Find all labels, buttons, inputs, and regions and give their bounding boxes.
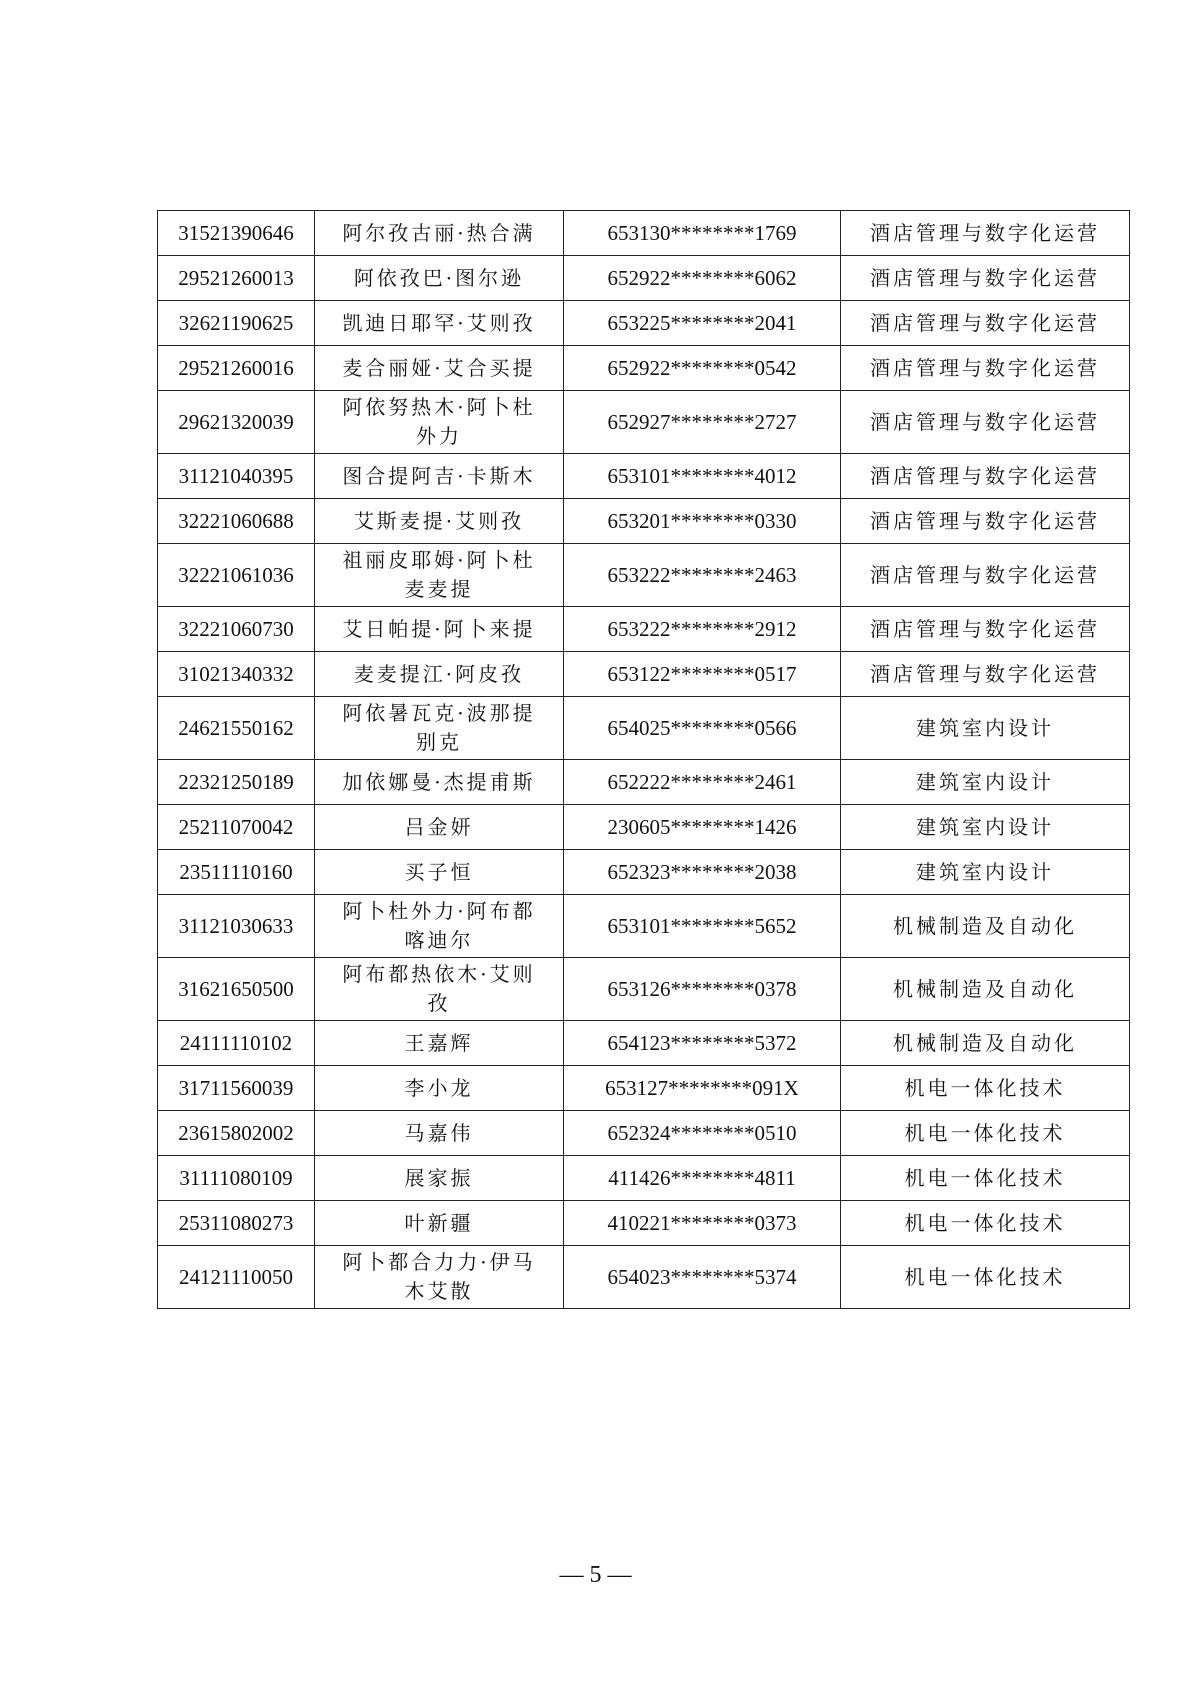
id-card-cell: 654025********0566 [564, 697, 841, 760]
table-row [158, 895, 1130, 958]
table-row [158, 1246, 1130, 1309]
table-row [158, 1066, 1130, 1111]
name-cell: 麦合丽娅·艾合买提 [315, 346, 564, 391]
name-cell: 阿依孜巴·图尔逊 [315, 256, 564, 301]
name-cell: 展家振 [315, 1156, 564, 1201]
id-card-cell: 652922********6062 [564, 256, 841, 301]
name-cell: 阿尔孜古丽·热合满 [315, 211, 564, 256]
table-row [158, 544, 1130, 607]
major-cell: 机械制造及自动化 [841, 895, 1130, 958]
id-card-cell: 652323********2038 [564, 850, 841, 895]
id-card-cell: 654023********5374 [564, 1246, 841, 1309]
id-card-cell: 652222********2461 [564, 760, 841, 805]
name-cell: 图合提阿吉·卡斯木 [315, 454, 564, 499]
table-row [158, 346, 1130, 391]
major-cell: 酒店管理与数字化运营 [841, 346, 1130, 391]
table-row [158, 1156, 1130, 1201]
table-row [158, 607, 1130, 652]
major-cell: 酒店管理与数字化运营 [841, 544, 1130, 607]
id-card-cell: 410221********0373 [564, 1201, 841, 1246]
table-row [158, 958, 1130, 1021]
table-row [158, 805, 1130, 850]
student-id-cell: 32621190625 [158, 301, 315, 346]
major-cell: 酒店管理与数字化运营 [841, 652, 1130, 697]
id-card-cell: 653101********4012 [564, 454, 841, 499]
major-cell: 建筑室内设计 [841, 805, 1130, 850]
major-cell: 酒店管理与数字化运营 [841, 391, 1130, 454]
student-id-cell: 31121030633 [158, 895, 315, 958]
student-id-cell: 24621550162 [158, 697, 315, 760]
student-id-cell: 31521390646 [158, 211, 315, 256]
page-number: — 5 — [559, 1562, 632, 1588]
student-id-cell: 31621650500 [158, 958, 315, 1021]
student-id-cell: 32221060688 [158, 499, 315, 544]
id-card-cell: 411426********4811 [564, 1156, 841, 1201]
table-row [158, 1201, 1130, 1246]
table-row [158, 760, 1130, 805]
table-row [158, 256, 1130, 301]
student-id-cell: 22321250189 [158, 760, 315, 805]
major-cell: 机电一体化技术 [841, 1201, 1130, 1246]
student-table [157, 210, 1130, 1309]
student-id-cell: 23615802002 [158, 1111, 315, 1156]
name-cell: 阿依暑瓦克·波那提别克 [315, 697, 564, 760]
major-cell: 酒店管理与数字化运营 [841, 211, 1130, 256]
table-body [158, 211, 1130, 1309]
student-id-cell: 24111110102 [158, 1021, 315, 1066]
table-row [158, 697, 1130, 760]
name-cell: 加依娜曼·杰提甫斯 [315, 760, 564, 805]
id-card-cell: 653222********2463 [564, 544, 841, 607]
major-cell: 酒店管理与数字化运营 [841, 301, 1130, 346]
student-id-cell: 25311080273 [158, 1201, 315, 1246]
name-cell: 艾斯麦提·艾则孜 [315, 499, 564, 544]
id-card-cell: 653122********0517 [564, 652, 841, 697]
id-card-cell: 654123********5372 [564, 1021, 841, 1066]
id-card-cell: 230605********1426 [564, 805, 841, 850]
major-cell: 酒店管理与数字化运营 [841, 256, 1130, 301]
table-row [158, 211, 1130, 256]
major-cell: 机械制造及自动化 [841, 958, 1130, 1021]
name-cell: 阿卜都合力力·伊马木艾散 [315, 1246, 564, 1309]
table-row [158, 499, 1130, 544]
major-cell: 机电一体化技术 [841, 1246, 1130, 1309]
major-cell: 酒店管理与数字化运营 [841, 454, 1130, 499]
student-id-cell: 29521260016 [158, 346, 315, 391]
major-cell: 酒店管理与数字化运营 [841, 499, 1130, 544]
student-id-cell: 32221060730 [158, 607, 315, 652]
name-cell: 叶新疆 [315, 1201, 564, 1246]
id-card-cell: 653101********5652 [564, 895, 841, 958]
name-cell: 马嘉伟 [315, 1111, 564, 1156]
student-id-cell: 31111080109 [158, 1156, 315, 1201]
id-card-cell: 653127********091X [564, 1066, 841, 1111]
student-id-cell: 31711560039 [158, 1066, 315, 1111]
major-cell: 建筑室内设计 [841, 760, 1130, 805]
name-cell: 吕金妍 [315, 805, 564, 850]
student-id-cell: 29621320039 [158, 391, 315, 454]
id-card-cell: 652922********0542 [564, 346, 841, 391]
name-cell: 麦麦提江·阿皮孜 [315, 652, 564, 697]
table-row [158, 454, 1130, 499]
table-row [158, 1111, 1130, 1156]
major-cell: 机电一体化技术 [841, 1156, 1130, 1201]
major-cell: 机电一体化技术 [841, 1066, 1130, 1111]
student-id-cell: 24121110050 [158, 1246, 315, 1309]
id-card-cell: 653130********1769 [564, 211, 841, 256]
name-cell: 阿依努热木·阿卜杜外力 [315, 391, 564, 454]
name-cell: 阿布都热依木·艾则孜 [315, 958, 564, 1021]
name-cell: 李小龙 [315, 1066, 564, 1111]
id-card-cell: 653222********2912 [564, 607, 841, 652]
name-cell: 阿卜杜外力·阿布都喀迪尔 [315, 895, 564, 958]
major-cell: 机械制造及自动化 [841, 1021, 1130, 1066]
table-row [158, 391, 1130, 454]
major-cell: 机电一体化技术 [841, 1111, 1130, 1156]
name-cell: 王嘉辉 [315, 1021, 564, 1066]
table-row [158, 652, 1130, 697]
student-id-cell: 23511110160 [158, 850, 315, 895]
name-cell: 买子恒 [315, 850, 564, 895]
major-cell: 建筑室内设计 [841, 697, 1130, 760]
id-card-cell: 653126********0378 [564, 958, 841, 1021]
id-card-cell: 653225********2041 [564, 301, 841, 346]
student-id-cell: 25211070042 [158, 805, 315, 850]
id-card-cell: 652324********0510 [564, 1111, 841, 1156]
name-cell: 艾日帕提·阿卜来提 [315, 607, 564, 652]
student-id-cell: 31021340332 [158, 652, 315, 697]
student-id-cell: 29521260013 [158, 256, 315, 301]
table-row [158, 1021, 1130, 1066]
id-card-cell: 652927********2727 [564, 391, 841, 454]
table-row [158, 301, 1130, 346]
name-cell: 凯迪日耶罕·艾则孜 [315, 301, 564, 346]
name-cell: 祖丽皮耶姆·阿卜杜麦麦提 [315, 544, 564, 607]
major-cell: 酒店管理与数字化运营 [841, 607, 1130, 652]
table-row [158, 850, 1130, 895]
student-id-cell: 31121040395 [158, 454, 315, 499]
id-card-cell: 653201********0330 [564, 499, 841, 544]
student-id-cell: 32221061036 [158, 544, 315, 607]
major-cell: 建筑室内设计 [841, 850, 1130, 895]
